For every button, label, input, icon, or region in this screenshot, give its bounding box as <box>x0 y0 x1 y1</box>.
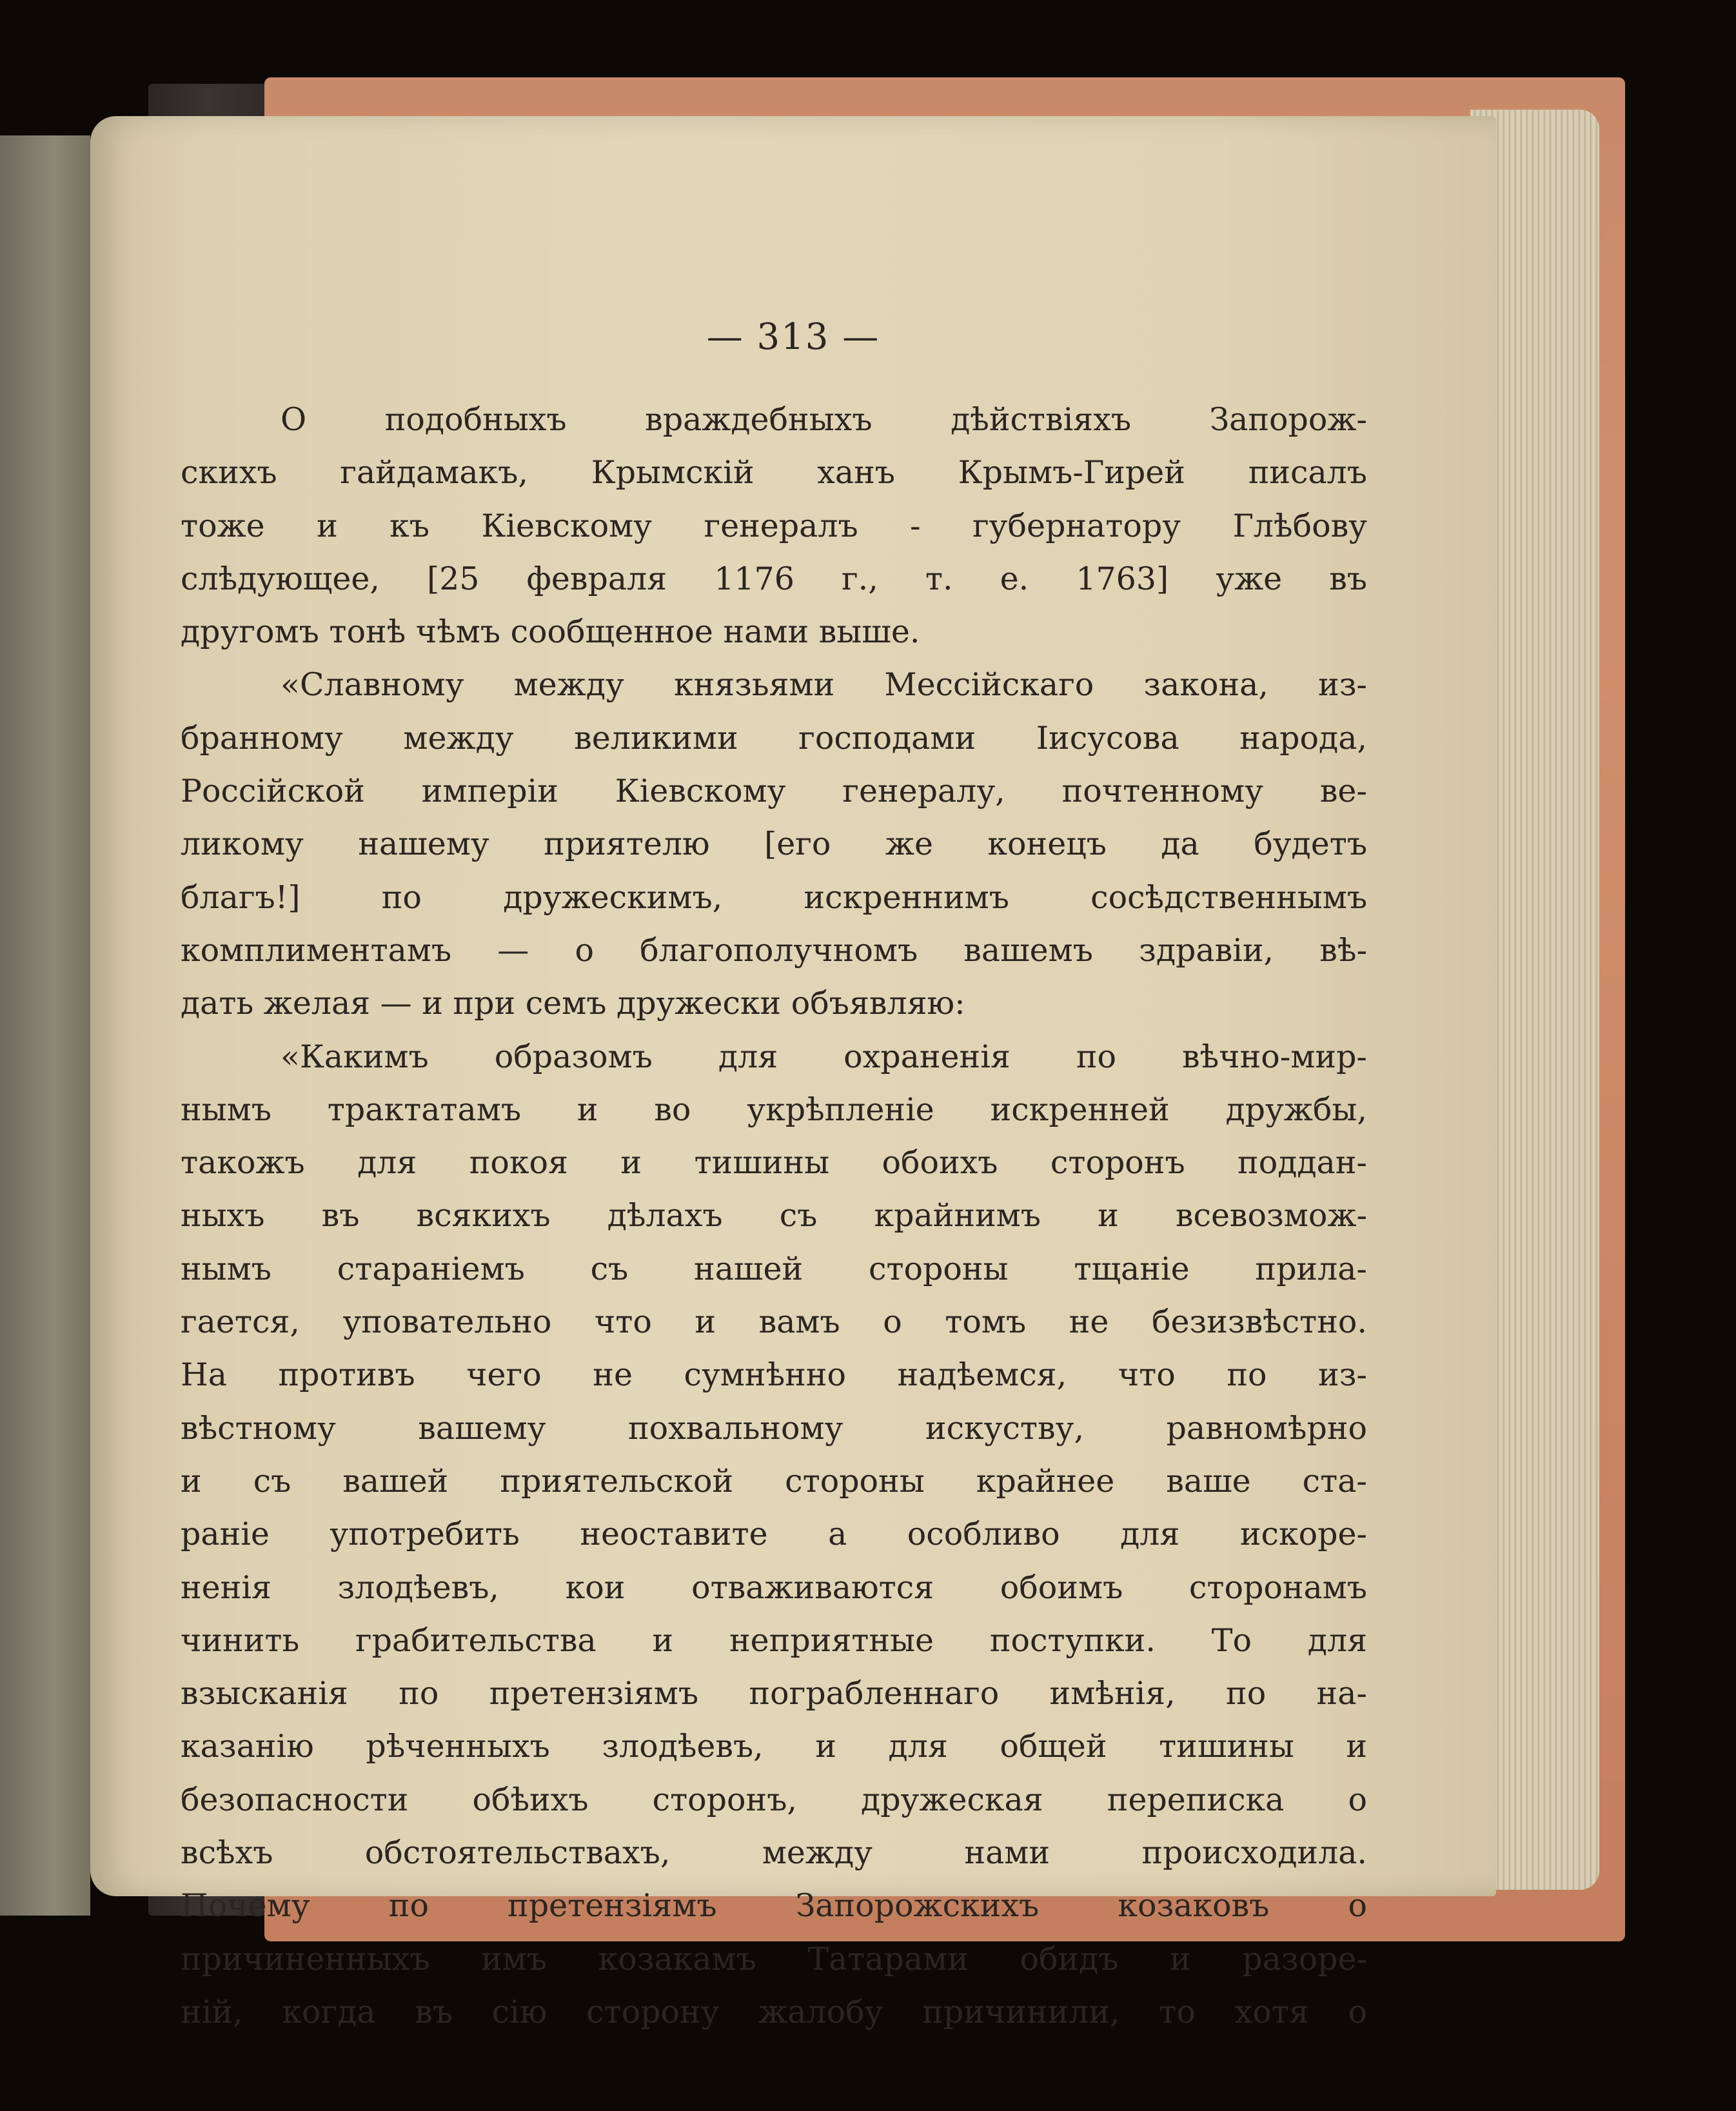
text-line: ныхъ въ всякихъ дѣлахъ съ крайнимъ и всевозмож- <box>181 1197 1367 1234</box>
text-line: казанію рѣченныхъ злодѣевъ, и для общей тишины и <box>181 1728 1367 1765</box>
book-page <box>90 116 1496 2030</box>
text-line: Почему по претензіямъ Запорожскихъ козаковъ о <box>181 1887 1367 1925</box>
text-line: скихъ гайдамакъ, Крымскій ханъ Крымъ-Гирей писалъ <box>181 454 1367 491</box>
previous-page-edge <box>0 135 90 1916</box>
text-line: и съ вашей приятельской стороны крайнее ваше ста- <box>181 1462 1367 1500</box>
text-line: другомъ тонѣ чѣмъ сообщенное нами выше. <box>181 613 920 651</box>
text-line: благъ!] по дружескимъ, искреннимъ сосѣдственнымъ <box>181 878 1367 916</box>
text-line: бранному между великими господами Іисусова народа, <box>181 719 1367 757</box>
text-line: нымъ стараніемъ съ нашей стороны тщаніе прила- <box>181 1250 1367 1287</box>
text-line: ненія злодѣевъ, кои отваживаются обоимъ сторонамъ <box>181 1569 1367 1606</box>
text-line: чинить грабительства и неприятные поступки. То для <box>181 1621 1367 1659</box>
text-line: «Славному между князьями Мессійскаго закона, из- <box>281 666 1367 704</box>
text-line: О подобныхъ враждебныхъ дѣйствіяхъ Запорож- <box>281 401 1367 438</box>
text-line: «Какимъ образомъ для охраненія по вѣчно-мир- <box>281 1038 1367 1075</box>
text-line: гается, уповательно что и вамъ о томъ не безизвѣстно. <box>181 1303 1367 1341</box>
text-line: такожъ для покоя и тишины обоихъ сторонъ поддан- <box>181 1144 1367 1182</box>
text-line: комплиментамъ — о благополучномъ вашемъ здравіи, вѣ- <box>181 931 1367 969</box>
text-line: нымъ трактатамъ и во укрѣпленіе искренней дружбы, <box>181 1091 1367 1128</box>
text-line: ликому нашему приятелю [его же конецъ да будетъ <box>181 826 1367 863</box>
page-number: — 313 — <box>706 316 880 358</box>
text-line: безопасности обѣихъ сторонъ, дружеская переписка о <box>181 1781 1367 1818</box>
text-line: дать желая — и при семъ дружески объявляю: <box>181 985 965 1022</box>
page-text <box>181 393 1367 2039</box>
text-line: раніе употребить неоставите а особливо для искоре- <box>181 1516 1367 1553</box>
text-line: причиненныхъ имъ козакамъ Татарами обидъ и разоре- <box>181 1940 1367 1977</box>
text-line: взысканія по претензіямъ пограбленнаго имѣнія, по на- <box>181 1675 1367 1712</box>
text-line: ній, когда въ сію сторону жалобу причинили, то хотя о <box>181 1993 1367 2030</box>
text-line: На противъ чего не сумнѣнно надѣемся, что по из- <box>181 1356 1367 1394</box>
text-line: всѣхъ обстоятельствахъ, между нами происходила. <box>181 1834 1367 1872</box>
text-line: тоже и къ Кіевскому генералъ - губернатору Глѣбову <box>181 507 1367 544</box>
text-line: слѣдующее, [25 февраля 1176 г., т. е. 1763] уже въ <box>181 560 1367 597</box>
text-line: Россійской имперіи Кіевскому генералу, почтенному ве- <box>181 773 1367 810</box>
text-line: вѣстному вашему похвальному искуству, равномѣрно <box>181 1409 1367 1447</box>
